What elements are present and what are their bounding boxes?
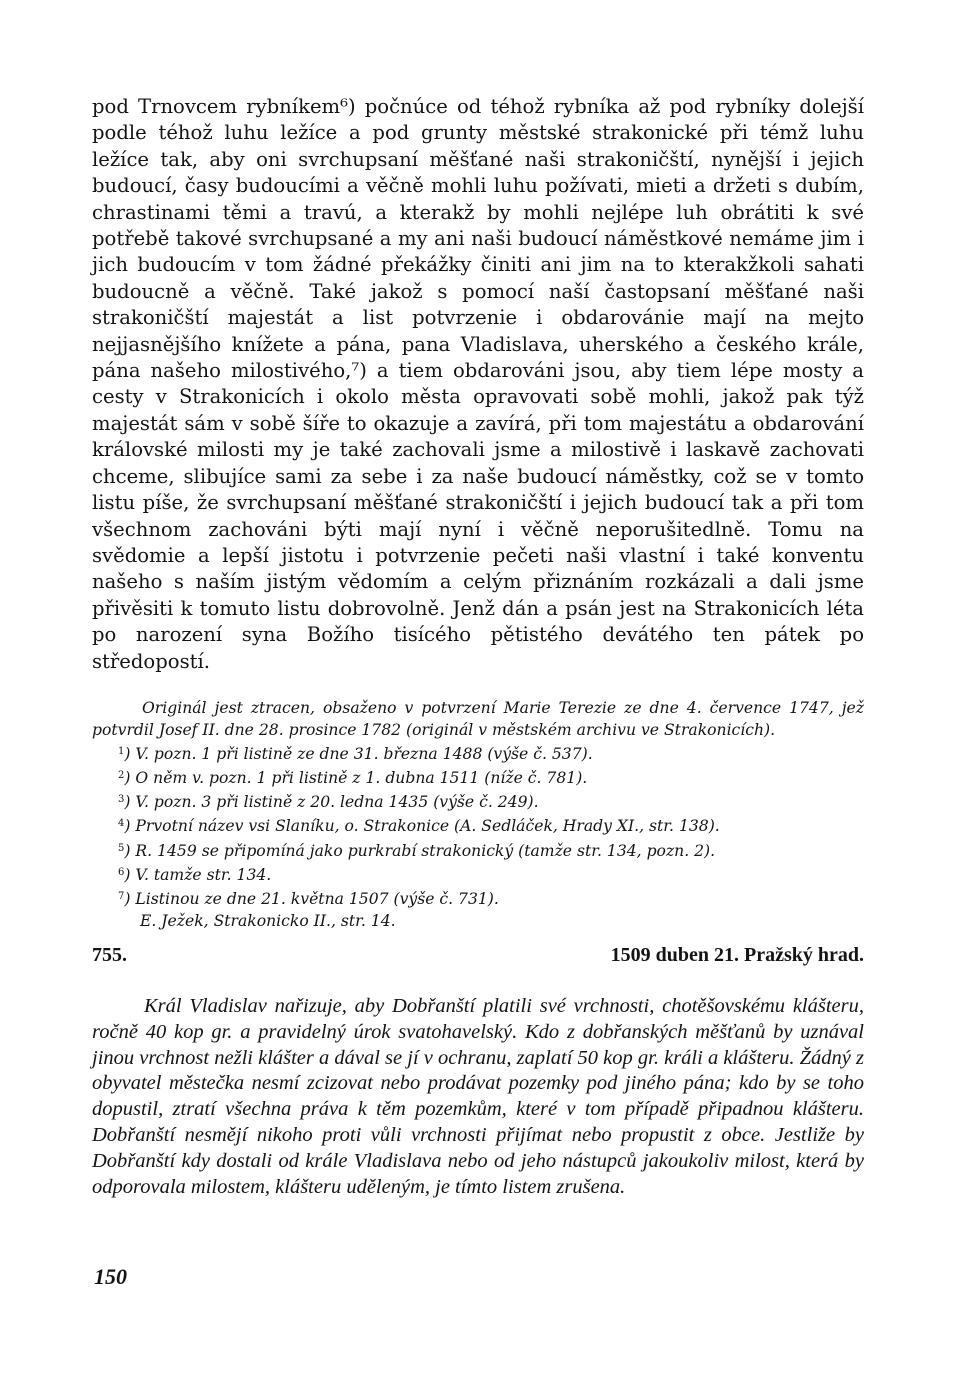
footnote-mark: 2	[118, 770, 125, 782]
editorial-notes	[92, 697, 864, 932]
footnote: $^5$) R. 1459 se připomíná jako purkrabí strakonický (tamže str. 134, pozn. 2).	[118, 841, 716, 860]
document-heading	[92, 944, 864, 970]
footnote-text: V. pozn. 1 při listině ze dne 31. března 1488 (výše č. 537).	[135, 745, 593, 764]
footnote: $^1$) V. pozn. 1 při listině ze dne 31. března 1488 (výše č. 537).	[118, 745, 593, 764]
footnote-mark: 5	[118, 842, 125, 854]
footnote-text: R. 1459 se připomíná jako purkrabí strakonický (tamže str. 134, pozn. 2).	[135, 841, 716, 860]
footnote-mark: 1	[118, 746, 125, 758]
footnote-list	[92, 741, 864, 910]
footnote-mark: 6	[118, 866, 125, 878]
page-number: 150	[94, 1264, 127, 1289]
footnote-mark: 4	[118, 818, 125, 830]
source-note: Originál jest ztracen, obsaženo v potvrzení Marie Terezie ze dne 4. července 1747, jež potvrdil Josef II. dne 28. prosince 1782 (originál v městském archivu ve Strakonicích).	[92, 698, 864, 740]
document-date-place: 1509 duben 21. Pražský hrad.	[610, 944, 864, 966]
footnote-text: Prvotní název vsi Slaníku, o. Strakonice (A. Sedláček, Hrady XI., str. 138).	[135, 817, 720, 836]
footnote: $^2$) O něm v. pozn. 1 při listině z 1. dubna 1511 (níže č. 781).	[118, 769, 588, 788]
main-text-block	[92, 94, 864, 932]
body-paragraph: pod Trnovcem rybníkem⁶) počnúce od téhož rybníka až pod rybníky dolejší podle téhož luhu ležíce a pod grunty městské strakonické při témž luhu ležíce tak, aby oni svrchupsaní měšťané naši strakoničští, nynější i jejich budoucí, časy budoucími a věčně mohli luhu požívati, mieti a držeti s dubím, chrastinami těmi a travú, a kterakž by mohli nejlépe luh obrátiti k své potřebě takové svrchupsané a my ani naši budoucí náměstkové nemáme jim i jich budoucím v tom žádné překážky činiti ani jim na to kterakžkoli sahati budoucně a věčně. Také jakož s pomocí naší častopsaní měšťané naši strakoničští majestát a list potvrzenie i obdarovánie mají na mejto nejjasnějšího knížete a pána, pana Vladislava, uherského a českého krále, pána našeho milostivého,⁷) a tiem obdarováni jsou, aby tiem lépe mosty a cesty v Strakonicích i okolo města opravovati sobě mohli, jakož pak týž majestát sám v sobě šíře to okazuje a zavírá, při tom majestátu a obdarování královské milosti my je také zachovali jsme a milostivě i laskavě zachovati chceme, slibujíce sami za sebe i za naše budoucí náměstky, což se v tomto listu píše, že svrchupsaní měšťané strakoničští i jejich budoucí tak a při tom všechnom zachováni býti mají nyní i věčně neporušitedlně. Tomu na svědomie a lepší jistotu i potvrzenie pečeti naši vlastní i také konventu našeho s naším jistým vědomím a celým přiznáním rozkázali a dali jsme přivěsiti k tomuto listu dobrovolně. Jenž dán a psán jest na Strakonicích léta po narození syna Božího tisícého pětistého devátého ten pátek po středopostí.	[92, 95, 864, 673]
footnote: $^4$) Prvotní název vsi Slaníku, o. Strakonice (A. Sedláček, Hrady XI., str. 138).	[118, 817, 720, 836]
footnote-text: Listinou ze dne 21. května 1507 (výše č. 731).	[135, 889, 499, 908]
footnote-text: V. tamže str. 134.	[135, 865, 272, 884]
footnote-text: O něm v. pozn. 1 při listině z 1. dubna 1511 (níže č. 781).	[135, 769, 588, 788]
footnote: $^6$) V. tamže str. 134.	[118, 865, 272, 884]
footnote-text: V. pozn. 3 při listině z 20. ledna 1435 (výše č. 249).	[135, 793, 539, 812]
footnote-mark: 7	[118, 890, 125, 902]
footnote: $^3$) V. pozn. 3 při listině z 20. ledna 1435 (výše č. 249).	[118, 793, 539, 812]
footnote: $^7$) Listinou ze dne 21. května 1507 (výše č. 731).	[118, 889, 499, 908]
document-number: 755.	[92, 944, 127, 966]
footnote-mark: 3	[118, 794, 125, 806]
document-regest: Král Vladislav nařizuje, aby Dobřanští platili své vrchnosti, chotěšovskému klášteru, ročně 40 kop gr. a pravidelný úrok svatohavelský. Kdo z dobřanských měšťanů by uznával jinou vrchnost nežli klášter a dával se jí v ochranu, zaplatí 50 kop gr. králi a klášteru. Žádný z obyvatel městečka nesmí zcizovat nebo prodávat pozemky pod jiného pána; kdo by se toho dopustil, ztratí všechna práva k těm pozemkům, které v tom případě připadnou klášteru. Dobřanští nesmějí nikoho proti vůli vrchnosti přijímat nebo propustit z obce. Jestliže by Dobřanští kdy dostali od krále Vladislava nebo od jeho nástupců jakoukoliv milost, která by odporovala milostem, klášteru uděleným, je tímto listem zrušena.	[92, 995, 864, 1198]
editor-signature: E. Ježek, Strakonicko II., str. 14.	[140, 911, 396, 930]
